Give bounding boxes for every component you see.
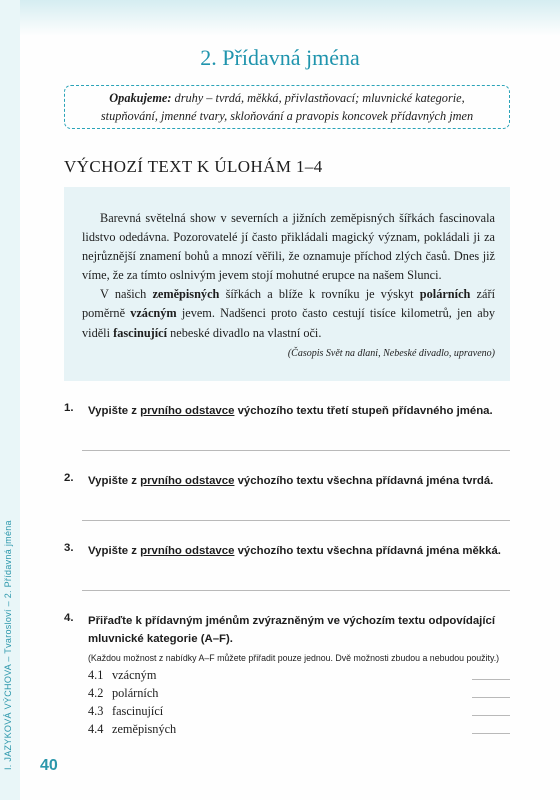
highlight-polarnich: polárních — [419, 287, 471, 302]
section-heading: VÝCHOZÍ TEXT K ÚLOHÁM 1–4 — [64, 157, 323, 176]
answer-blank-4-3[interactable] — [472, 715, 510, 716]
task-4-note: (Každou možnost z nabídky A–F můžete přiřadit pouze jednou. Dvě možnosti zbudou a nebudou použity.) — [88, 653, 500, 663]
review-box — [64, 85, 510, 129]
paragraph-2: V našich zeměpisných šířkách a blíže k rovníku je výskyt polárních září poměrně vzácným jevem. Nadšenci proto často cestují tisíce kilometrů, jen aby viděli fascinující nebeské divadlo na vlastní oči. — [82, 287, 495, 340]
highlight-vzacnym: vzácným — [130, 306, 177, 321]
text-source: (Časopis Svět na dlani, Nebeské divadlo, upraveno) — [287, 347, 495, 359]
source-text-box — [64, 187, 510, 381]
review-line-2: stupňování, jmenné tvary, skloňování a pravopis koncovek přídavných jmen — [100, 109, 474, 123]
answer-blank-4-1[interactable] — [472, 679, 510, 680]
top-band — [0, 0, 560, 36]
highlight-fascinujici: fascinující — [113, 325, 168, 340]
paragraph-1: Barevná světelná show v severních a jižních zeměpisných šířkách fascinovala lidstvo odedávna. Pozorovatelé jí často přikládali magický význam, pokládali ji za nejrůznější znamení bohů a mnozí věřili, že oznamuje příchod zlých časů. Dnes již víme, že za tímto oslnivým jevem stojí mohutné erupce na našem Slunci. — [82, 211, 495, 283]
answer-line-1[interactable] — [82, 450, 510, 451]
highlight-zemepisnych: zeměpisných — [152, 287, 220, 302]
answer-line-2[interactable] — [82, 520, 510, 521]
review-label: Opakujeme: — [109, 91, 172, 105]
answer-line-3[interactable] — [82, 590, 510, 591]
answer-blank-4-4[interactable] — [472, 733, 510, 734]
side-running-head: I. JAZYKOVÁ VÝCHOVA – Tvarosloví – 2. Přídavná jména — [3, 520, 13, 770]
page-number: 40 — [40, 757, 58, 774]
review-line-1: druhy – tvrdá, měkká, přivlastňovací; mluvnické kategorie, — [171, 91, 465, 105]
answer-blank-4-2[interactable] — [472, 697, 510, 698]
page-title: 2. Přídavná jména — [200, 45, 360, 70]
